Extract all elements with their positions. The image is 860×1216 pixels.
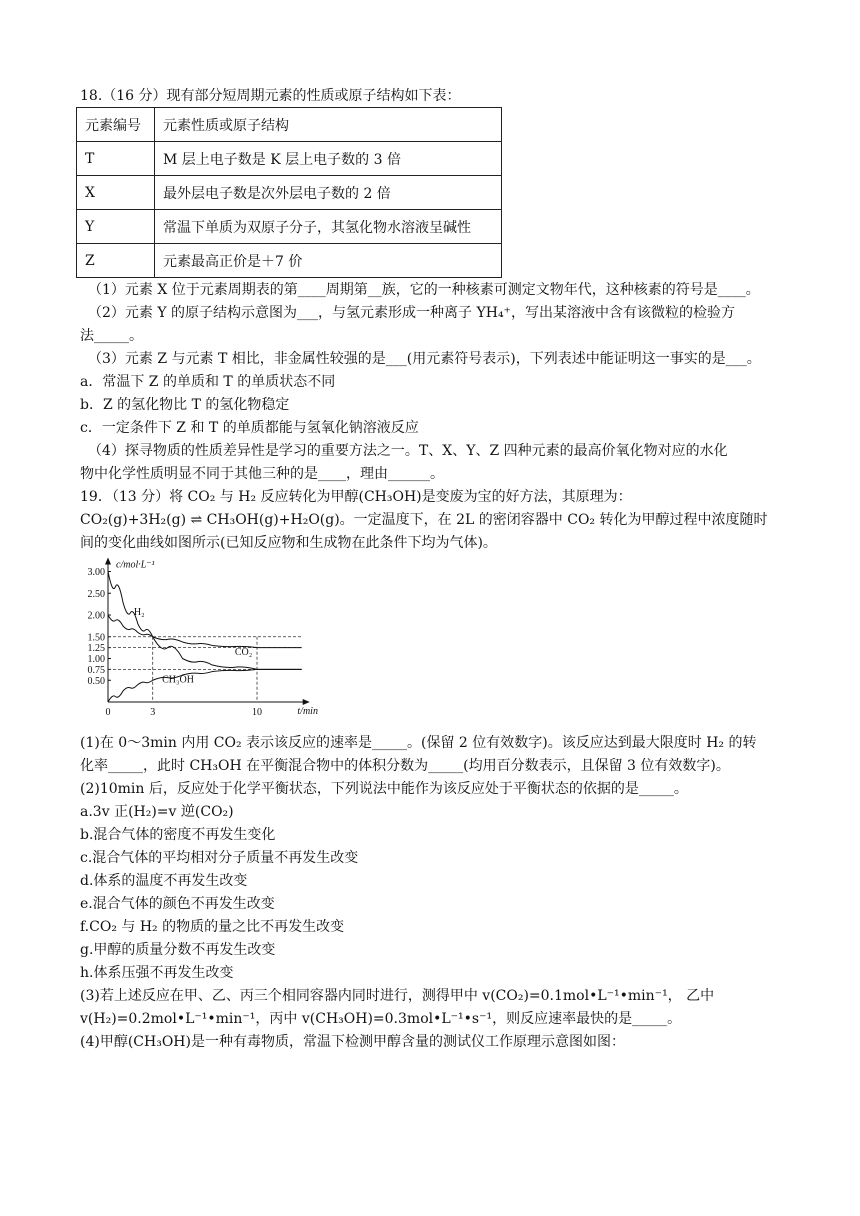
y-tick-label: 0.75 xyxy=(87,664,105,676)
y-tick-label: 2.50 xyxy=(87,588,105,600)
q19-option: b.混合气体的密度不再发生变化 xyxy=(80,827,276,843)
table-row xyxy=(77,176,502,210)
q18-option: a．常温下 Z 的单质和 T 的单质状态不同 xyxy=(80,374,336,390)
element-table xyxy=(76,107,502,278)
y-axis-arrow xyxy=(105,558,111,565)
y-tick-label: 3.00 xyxy=(87,567,105,578)
q19-heading: 19．（13 分）将 CO₂ 与 H₂ 反应转化为甲醇(CH₃OH)是变废为宝的好方法，其原理为： xyxy=(80,489,632,505)
q19-option: d.体系的温度不再发生改变 xyxy=(80,873,248,889)
y-tick-label: 0.50 xyxy=(87,675,105,687)
q19-option: c.混合气体的平均相对分子质量不再发生改变 xyxy=(80,850,359,866)
table-header-cell: 元素编号 xyxy=(77,108,155,142)
table-cell: 常温下单质为双原子分子，其氢化物水溶液呈碱性 xyxy=(155,210,502,244)
q19-line: (1)在 0～3min 内用 CO₂ 表示该反应的速率是_____。(保留 2 位有效数字)。该反应达到最大限度时 H₂ 的转 xyxy=(80,735,757,751)
q18-line: 物中化学性质明显不同于其他三种的是____，理由______。 xyxy=(80,466,444,482)
q18-line: （1）元素 X 位于元素周期表的第____周期第__族，它的一种核素可测定文物年代，这种核素的符号是____。 xyxy=(88,282,760,298)
q19-equation: CO₂(g)+3H₂(g) ⇌ CH₃OH(g)+H₂O(g)。一定温度下，在 2L 的密闭容器中 CO₂ 转化为甲醇过程中浓度随时 xyxy=(80,512,768,528)
y-tick-label: 2.00 xyxy=(87,610,105,622)
concentration-time-chart xyxy=(76,556,318,718)
q18-heading: 18.（16 分）现有部分短周期元素的性质或原子结构如下表： xyxy=(80,88,461,104)
table-cell: X xyxy=(77,176,155,210)
table-cell: T xyxy=(77,142,155,176)
q19-line: 间的变化曲线如图所示(已知反应物和生成物在此条件下均为气体)。 xyxy=(80,535,497,551)
x-axis-label: t/min xyxy=(297,706,318,717)
table-cell: Y xyxy=(77,210,155,244)
q19-option: a.3v 正(H₂)=v 逆(CO₂) xyxy=(80,804,234,820)
x-tick-label: 0 xyxy=(105,707,111,718)
q18-line: （4）探寻物质的性质差异性是学习的重要方法之一。T、X、Y、Z 四种元素的最高价氧化物对应的水化 xyxy=(88,443,728,459)
series-label: CO₂ xyxy=(234,647,253,659)
q19-option: h.体系压强不再发生改变 xyxy=(80,965,234,981)
table-cell: 元素最高正价是＋7 价 xyxy=(155,244,502,278)
table-cell: M 层上电子数是 K 层上电子数的 3 倍 xyxy=(155,142,502,176)
q18-line: （3）元素 Z 与元素 T 相比，非金属性较强的是___(用元素符号表示)，下列表述中能证明这一事实的是___。 xyxy=(88,351,761,367)
table-header-row xyxy=(77,108,502,142)
y-tick-label: 1.50 xyxy=(87,632,105,644)
table-row xyxy=(77,142,502,176)
q18-option: b．Z 的氢化物比 T 的氢化物稳定 xyxy=(80,397,290,413)
x-tick-label: 3 xyxy=(150,707,156,718)
series-label: H₂ xyxy=(133,607,145,618)
y-tick-label: 1.00 xyxy=(87,654,105,665)
q19-line: (4)甲醇(CH₃OH)是一种有毒物质，常温下检测甲醇含量的测试仪工作原理示意图如图： xyxy=(80,1034,625,1050)
y-tick-label: 1.25 xyxy=(87,643,105,655)
q19-option: g.甲醇的质量分数不再发生改变 xyxy=(80,942,276,958)
table-row xyxy=(77,244,502,278)
q19-line: v(H₂)=0.2mol•L⁻¹•min⁻¹，丙中 v(CH₃OH)=0.3mol•L⁻¹•s⁻¹，则反应速率最快的是_____。 xyxy=(80,1011,682,1027)
series-label: CH₃OH xyxy=(162,674,194,686)
q18-option: c．一定条件下 Z 和 T 的单质都能与氢氧化钠溶液反应 xyxy=(80,420,419,436)
x-tick-label: 10 xyxy=(252,707,262,718)
q18-line: 法_____。 xyxy=(80,328,143,344)
q19-line: (2)10min 后，反应处于化学平衡状态，下列说法中能作为该反应处于平衡状态的依据的是_____。 xyxy=(80,781,688,797)
table-cell: 最外层电子数是次外层电子数的 2 倍 xyxy=(155,176,502,210)
table-row xyxy=(77,210,502,244)
x-axis-arrow xyxy=(303,699,310,705)
y-axis-label: c/mol·L⁻¹ xyxy=(116,559,155,571)
series-line xyxy=(108,572,302,670)
q19-line: 化率_____，此时 CH₃OH 在平衡混合物中的体积分数为_____(均用百分数表示，且保留 3 位有效数字)。 xyxy=(80,758,730,774)
table-header-cell: 元素性质或原子结构 xyxy=(155,108,502,142)
q19-option: e.混合气体的颜色不再发生改变 xyxy=(80,896,275,912)
series-line xyxy=(108,669,302,702)
q18-line: （2）元素 Y 的原子结构示意图为___，与氢元素形成一种离子 YH₄⁺，写出某溶液中含有该微粒的检验方 xyxy=(88,305,735,321)
q19-option: f.CO₂ 与 H₂ 的物质的量之比不再发生改变 xyxy=(80,919,345,935)
q19-line: (3)若上述反应在甲、乙、丙三个相同容器内同时进行，测得甲中 v(CO₂)=0.1mol•L⁻¹•min⁻¹， 乙中 xyxy=(80,988,715,1004)
table-cell: Z xyxy=(77,244,155,278)
